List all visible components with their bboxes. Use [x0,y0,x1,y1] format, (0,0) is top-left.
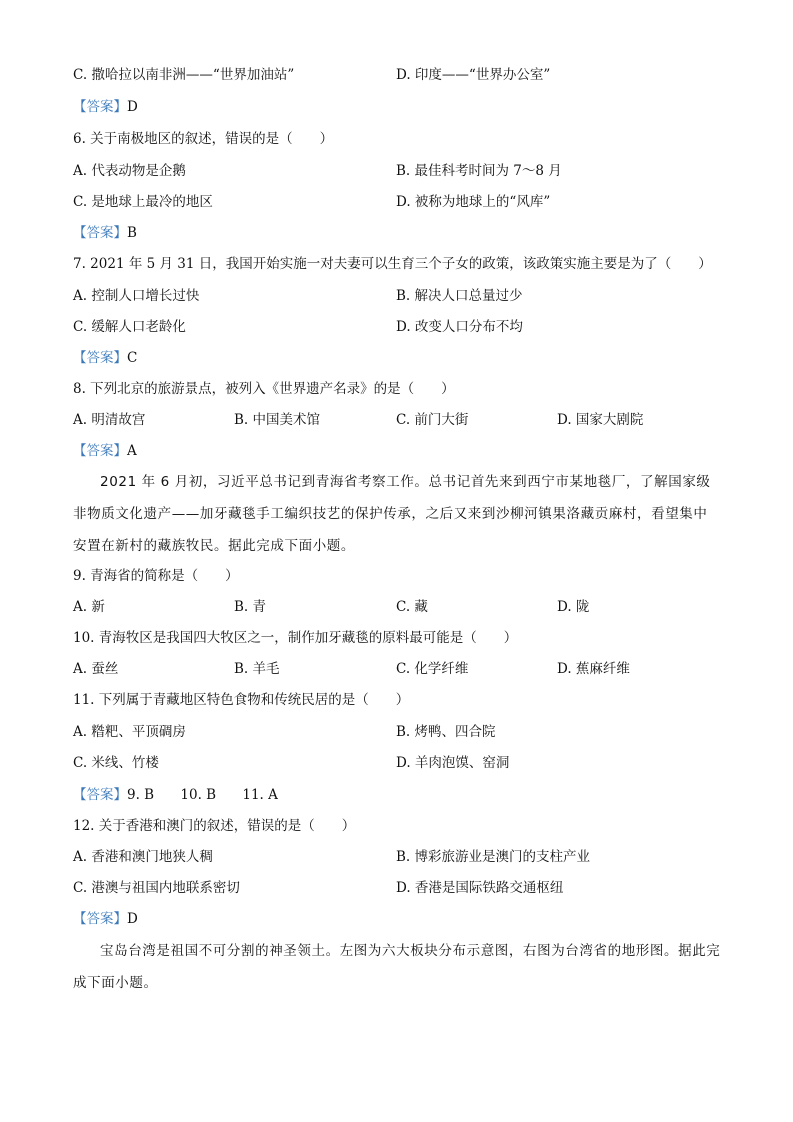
q8-option-c: C. 前门大街 [396,412,469,428]
q7-stem: 7. 2021 年 5 月 31 日，我国开始实施一对夫妻可以生育三个子女的政策，该政策实施主要是为了（ ） [73,256,712,272]
answer-value: C [127,350,138,366]
q11-option-a: A. 糌粑、平顶碉房 [73,724,186,740]
answer-11: 11. A [242,787,278,803]
q11-option-c: C. 米线、竹楼 [73,755,159,771]
q9-option-d: D. 陇 [557,599,590,615]
q7-option-d: D. 改变人口分布不均 [396,319,523,335]
q7-answer [73,349,137,367]
answer-value: D [127,99,138,115]
q8-option-a: A. 明清故宫 [73,412,146,428]
passage-text: 宝岛台湾是祖国不可分割的神圣领土。左图为六大板块分布示意图，右图为台湾省的地形图。据此完成下面小题。 [73,943,721,991]
q10-option-d: D. 蕉麻纤维 [557,661,630,677]
q7-option-b: B. 解决人口总量过少 [396,288,523,304]
passage-text: 2021 年 6 月初，习近平总书记到青海省考察工作。总书记首先来到西宁市某地毯厂，了解国家级非物质文化遗产——加牙藏毯手工编织技艺的保护传承，之后又来到沙柳河镇果洛藏贡麻村，看望集中安置在新村的藏族牧民。据此完成下面小题。 [73,474,711,554]
q12-option-a: A. 香港和澳门地狭人稠 [73,849,213,865]
q6-option-b: B. 最佳科考时间为 7～8 月 [396,163,562,179]
answer-value: A [127,443,137,459]
q9-stem: 9. 青海省的简称是（ ） [73,568,239,584]
q6-option-c: C. 是地球上最冷的地区 [73,194,213,210]
answer-tag: 【答案】 [73,225,127,241]
q12-answer [73,910,138,928]
answer-tag: 【答案】 [73,99,127,115]
q12-option-d: D. 香港是国际铁路交通枢纽 [396,880,564,896]
answer-10: 10. B [180,787,217,803]
q7-option-a: A. 控制人口增长过快 [73,288,200,304]
q5-answer [73,98,138,116]
q10-option-c: C. 化学纤维 [396,661,469,677]
q6-option-a: A. 代表动物是企鹅 [73,163,186,179]
q12-stem: 12. 关于香港和澳门的叙述，错误的是（ ） [73,818,356,834]
q12-option-b: B. 博彩旅游业是澳门的支柱产业 [396,849,591,865]
answer-tag: 【答案】 [73,787,127,803]
passage-taiwan [73,935,721,999]
q8-option-b: B. 中国美术馆 [234,412,321,428]
q6-answer [73,224,137,242]
q10-stem: 10. 青海牧区是我国四大牧区之一，制作加牙藏毯的原料最可能是（ ） [73,630,518,646]
answer-9: 9. B [127,787,155,803]
answer-tag: 【答案】 [73,911,127,927]
answer-value: B [127,225,137,241]
q10-option-b: B. 羊毛 [234,661,280,677]
q6-stem: 6. 关于南极地区的叙述，错误的是（ ） [73,131,334,147]
answer-tag: 【答案】 [73,350,127,366]
q12-option-c: C. 港澳与祖国内地联系密切 [73,880,240,896]
answer-value: D [127,911,138,927]
passage-qinghai [73,466,721,562]
q9-option-c: C. 藏 [396,599,428,615]
q7-option-c: C. 缓解人口老龄化 [73,319,186,335]
q11-option-b: B. 烤鸭、四合院 [396,724,496,740]
q10-option-a: A. 蚕丝 [73,661,119,677]
q9-option-a: A. 新 [73,599,105,615]
q9-option-b: B. 青 [234,599,267,615]
q5-option-d: D. 印度——“世界办公室” [396,67,551,83]
q6-option-d: D. 被称为地球上的“风库” [396,194,551,210]
q9-11-answer [73,786,278,804]
q8-answer [73,442,137,460]
q5-option-c: C. 撒哈拉以南非洲——“世界加油站” [73,67,295,83]
answer-tag: 【答案】 [73,443,127,459]
q8-stem: 8. 下列北京的旅游景点，被列入《世界遗产名录》的是（ ） [73,381,455,397]
q11-option-d: D. 羊肉泡馍、窑洞 [396,755,510,771]
q11-stem: 11. 下列属于青藏地区特色食物和传统民居的是（ ） [73,692,410,708]
q8-option-d: D. 国家大剧院 [557,412,644,428]
